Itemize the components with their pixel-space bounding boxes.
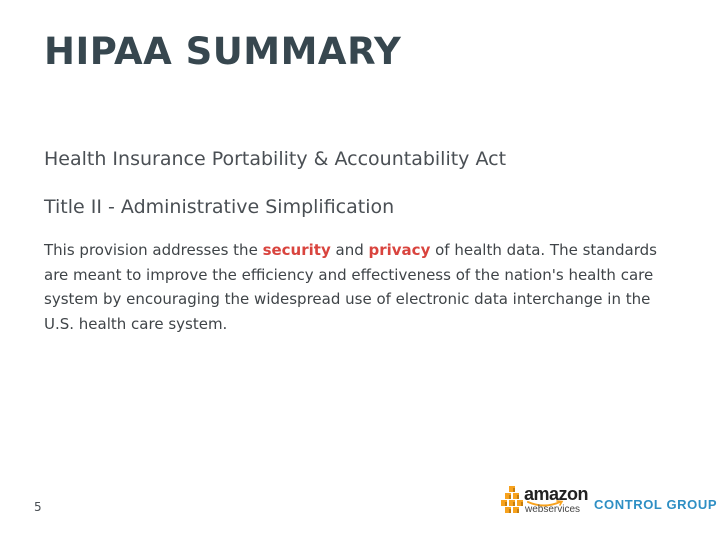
highlight-privacy: privacy (368, 241, 431, 259)
aws-logo-subtext: webservices (525, 504, 581, 515)
company-name: CONTROL GROUP (594, 497, 718, 512)
body-paragraph (44, 238, 674, 336)
highlight-security: security (262, 241, 331, 259)
subtitle-act-name: Health Insurance Portability & Accountability Act (44, 148, 507, 170)
page-number: 5 (34, 500, 42, 514)
body-text-part-2: and (330, 241, 369, 259)
body-text-part-3: of health data. The standards are meant to improve the efficiency and effectiveness of the nation's health care system by encouraging the widespread use of electronic data interchange in the U.S. health care system. (44, 241, 657, 333)
subtitle-title-ii: Title II - Administrative Simplification (44, 196, 395, 218)
aws-cube-stack-icon (500, 486, 524, 514)
aws-logo (500, 484, 589, 518)
body-text-part-1: This provision addresses the (44, 241, 263, 259)
slide-title: HIPAA SUMMARY (44, 30, 402, 73)
aws-logo-wordmark: amazon (524, 484, 589, 504)
